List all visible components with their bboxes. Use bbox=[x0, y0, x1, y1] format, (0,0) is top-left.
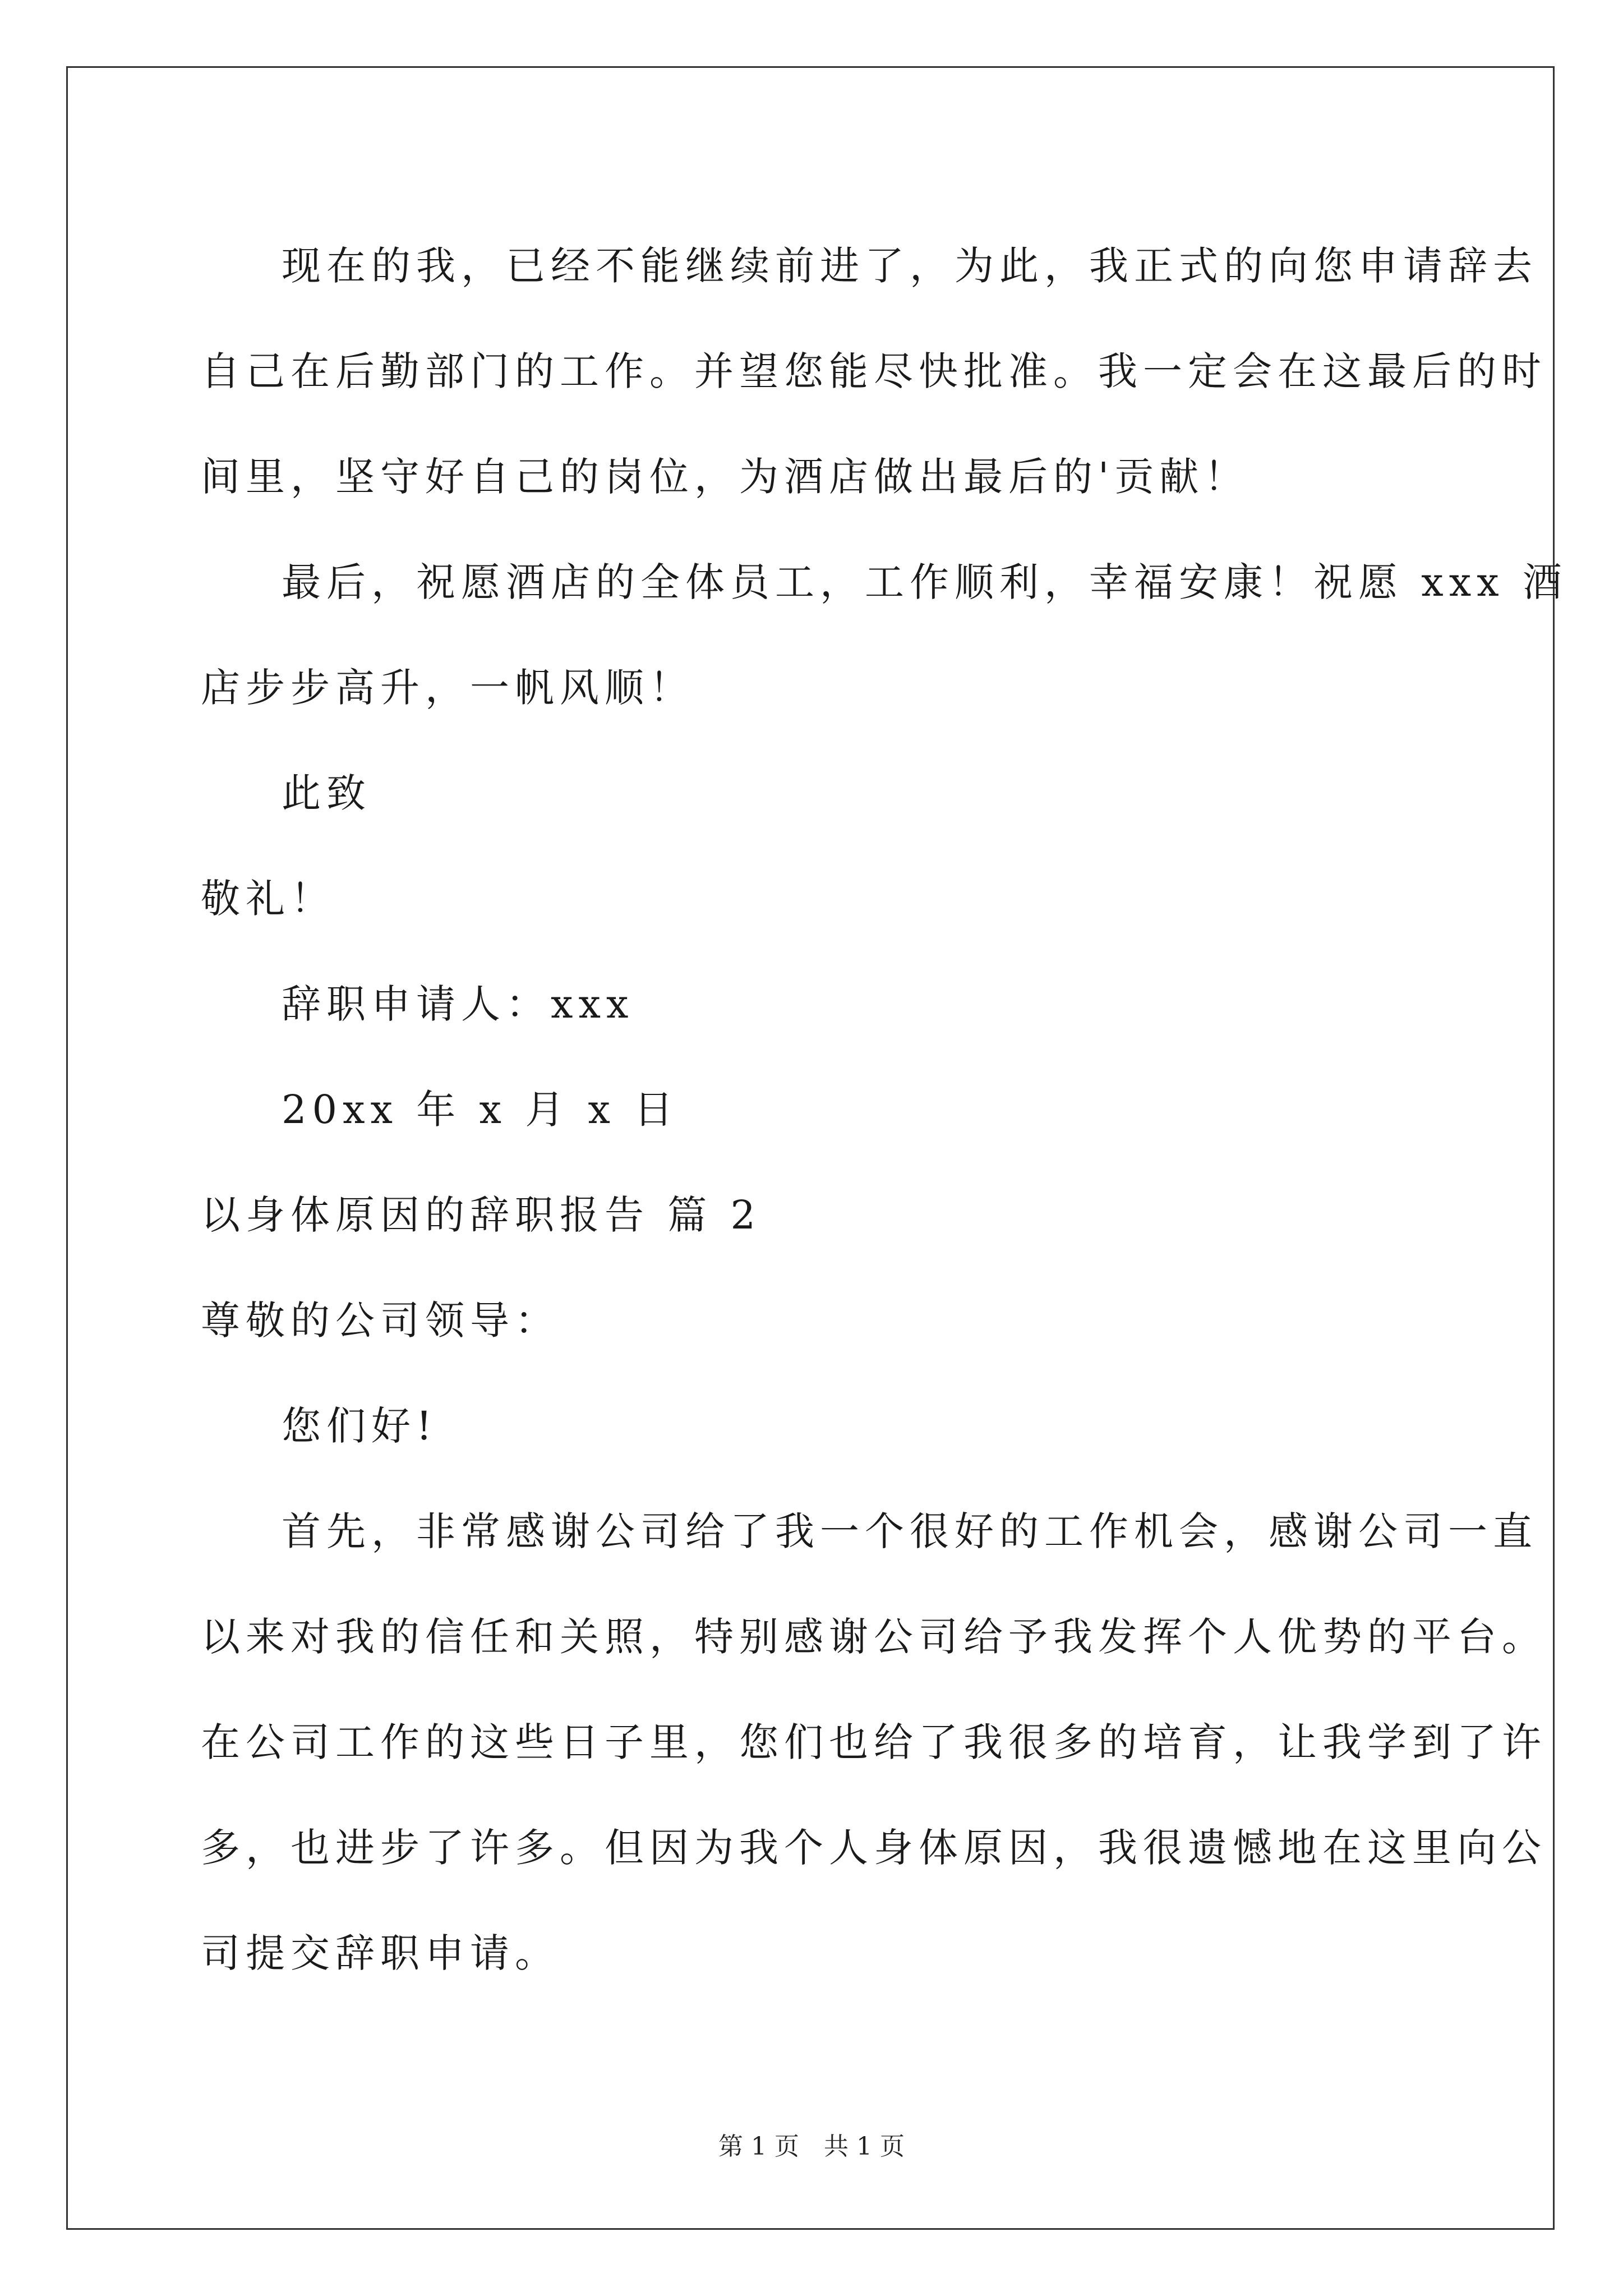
paragraph-line: 自己在后勤部门的工作。并望您能尽快批准。我一定会在这最后的时 bbox=[201, 348, 1547, 394]
document-body bbox=[201, 213, 1567, 2006]
paragraph-line: 首先，非常感谢公司给了我一个很好的工作机会，感谢公司一直 bbox=[282, 1508, 1538, 1554]
closing-regards: 敬礼！ bbox=[201, 876, 335, 922]
paragraph-line: 以来对我的信任和关照，特别感谢公司给予我发挥个人优势的平台。 bbox=[201, 1614, 1547, 1660]
paragraph-line: 在公司工作的这些日子里，您们也给了我很多的培育，让我学到了许 bbox=[201, 1719, 1547, 1765]
paragraph-line: 间里，坚守好自己的岗位，为酒店做出最后的'贡献！ bbox=[201, 454, 1249, 500]
signature-applicant: 辞职申请人：xxx bbox=[282, 981, 634, 1027]
signature-date: 20xx 年 x 月 x 日 bbox=[282, 1087, 679, 1133]
letter-greeting: 您们好! bbox=[282, 1403, 438, 1449]
paragraph-line: 店步步高升，一帆风顺！ bbox=[201, 665, 694, 711]
section-title: 以身体原因的辞职报告 篇 2 bbox=[201, 1192, 762, 1238]
closing-salutation: 此致 bbox=[282, 770, 371, 816]
paragraph-line: 司提交辞职申请。 bbox=[201, 1930, 560, 1976]
page-footer: 第 1 页 共 1 页 bbox=[718, 2132, 905, 2161]
paragraph-line: 现在的我，已经不能继续前进了，为此，我正式的向您申请辞去 bbox=[282, 243, 1538, 289]
paragraph-line: 最后，祝愿酒店的全体员工，工作顺利，幸福安康！祝愿 xxx 酒 bbox=[282, 559, 1567, 605]
paragraph-line: 多，也进步了许多。但因为我个人身体原因，我很遗憾地在这里向公 bbox=[201, 1825, 1547, 1871]
letter-recipient: 尊敬的公司领导： bbox=[201, 1297, 560, 1343]
